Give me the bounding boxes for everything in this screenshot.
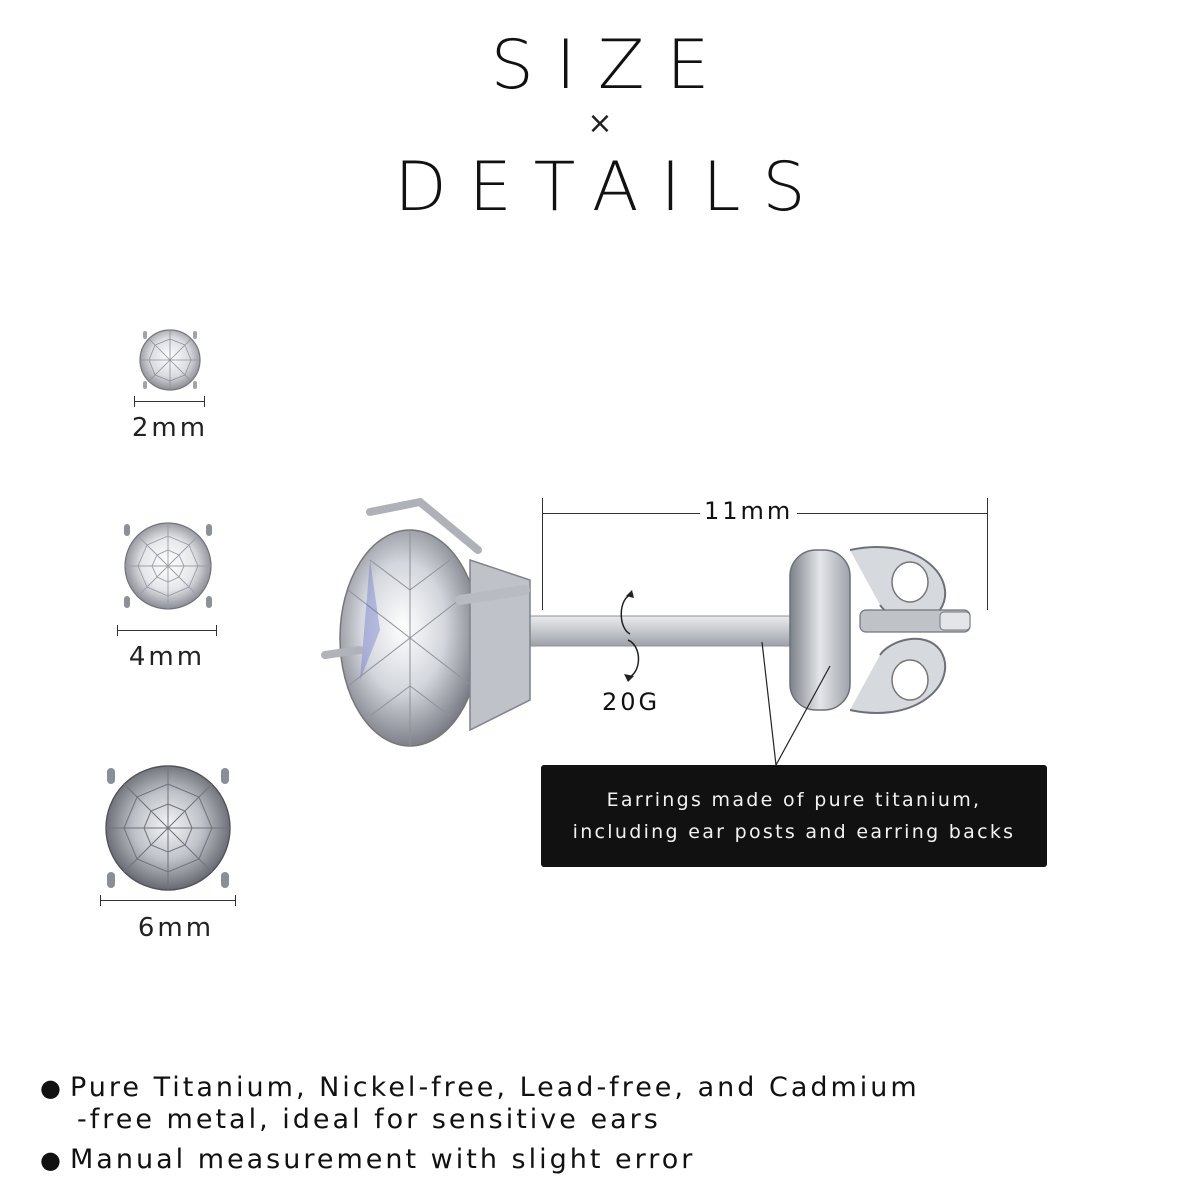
callout-line-1: Earrings made of pure titanium, [606,789,982,811]
title-size: SIZE [490,26,732,105]
dim-tick [987,498,988,610]
length-label: 11mm [700,497,797,525]
gauge-label: 20G [602,688,661,716]
dim-tick [235,895,236,906]
stone-4mm-image [118,518,218,614]
size-label-6mm: 6mm [137,913,215,943]
bullet-1-line-2: -free metal, ideal for sensitive ears [77,1104,661,1135]
dim-tick [100,895,101,906]
dim-tick [134,396,135,407]
dim-tick [117,625,118,636]
bullet-dot-icon: ● [40,1074,64,1102]
title-details: DETAILS [394,148,828,227]
dim-tick [204,396,205,407]
stone-2mm-image [135,325,205,395]
dim-line-4mm [117,630,217,631]
size-label-2mm: 2mm [131,413,209,443]
dim-tick [216,625,217,636]
size-label-4mm: 4mm [128,642,206,672]
bullet-1-line-1: Pure Titanium, Nickel-free, Lead-free, and Cadmium [70,1072,920,1103]
rotation-arrow-icon [612,588,648,684]
bullet-dot-icon: ● [40,1146,64,1174]
earring-side-view-image [300,490,1000,770]
notes-list [40,1072,1160,1176]
dim-tick [542,498,543,610]
list-item [40,1144,1160,1176]
bullet-2-text: Manual measurement with slight error [70,1144,696,1175]
callout-line-2: including ear posts and earring backs [572,821,1016,843]
dim-line-6mm [100,900,236,901]
material-callout [541,765,1047,867]
stone-6mm-image [97,762,239,894]
list-item [40,1072,1160,1104]
title-separator: × [587,106,613,141]
dim-line-2mm [134,401,205,402]
